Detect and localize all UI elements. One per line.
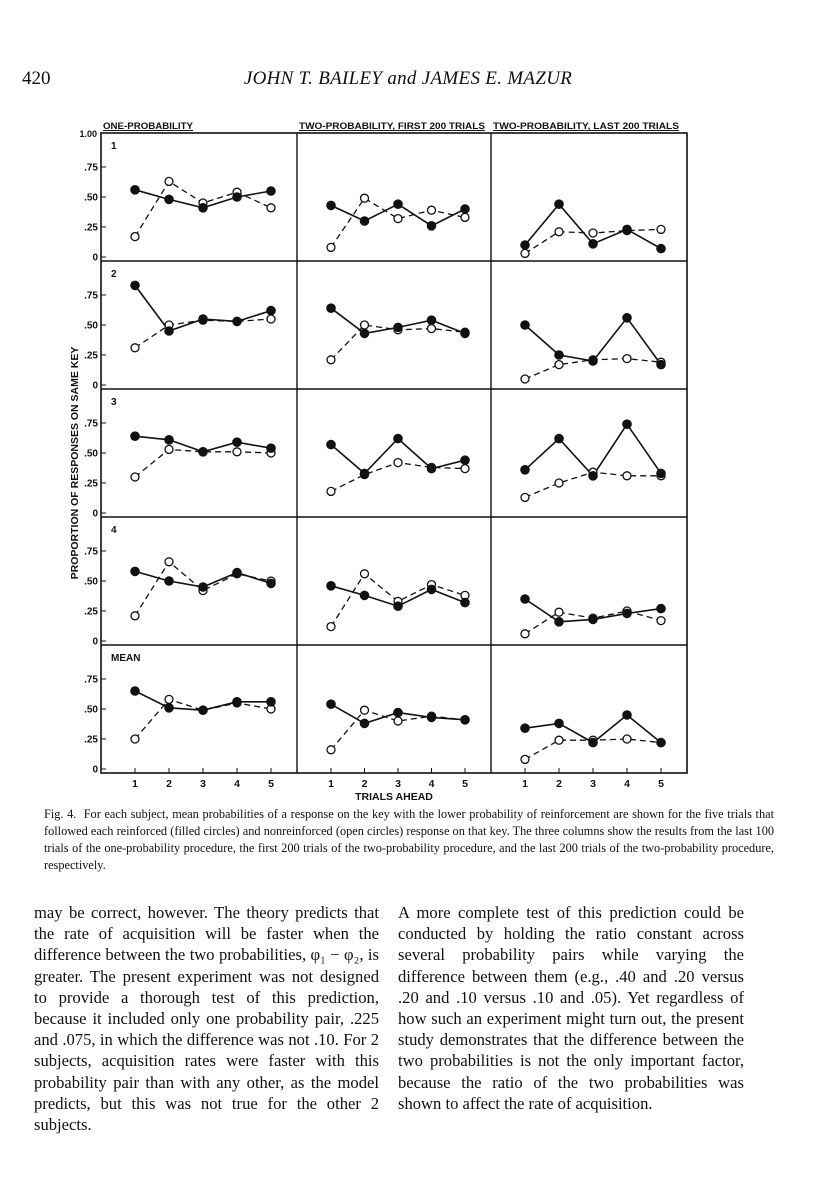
column-header: ONE-PROBABILITY xyxy=(103,121,194,132)
point-filled xyxy=(427,464,436,473)
y-tick-label: .25 xyxy=(84,222,98,234)
point-open xyxy=(131,473,139,481)
point-open xyxy=(623,355,631,363)
point-filled xyxy=(461,205,470,214)
point-filled xyxy=(233,317,242,326)
point-filled xyxy=(131,567,140,576)
x-tick-label: 1 xyxy=(328,778,334,790)
point-open xyxy=(131,344,139,352)
point-filled xyxy=(623,609,632,618)
point-open xyxy=(555,228,563,236)
point-filled xyxy=(394,200,403,209)
panel-r4-c2 xyxy=(327,570,470,631)
point-filled xyxy=(267,187,276,196)
point-open xyxy=(555,608,563,616)
point-open xyxy=(165,558,173,566)
point-open xyxy=(521,249,529,257)
point-filled xyxy=(199,315,208,324)
row-label: MEAN xyxy=(111,653,141,664)
series-line-nonreinforced xyxy=(135,699,271,739)
point-filled xyxy=(657,738,666,747)
point-filled xyxy=(521,724,530,733)
x-tick-label: 2 xyxy=(166,778,172,790)
figure-caption xyxy=(44,806,774,874)
point-filled xyxy=(267,306,276,315)
point-open xyxy=(233,448,241,456)
point-filled xyxy=(623,314,632,323)
point-open xyxy=(361,194,369,202)
x-tick-label: 1 xyxy=(522,778,528,790)
column-header: TWO-PROBABILITY, LAST 200 TRIALS xyxy=(493,121,680,132)
y-tick-label: .50 xyxy=(84,448,98,460)
running-title: JOHN T. BAILEY and JAMES E. MAZUR xyxy=(243,68,573,89)
point-open xyxy=(394,717,402,725)
point-open xyxy=(327,243,335,251)
page-number: 420 xyxy=(22,68,51,89)
y-tick-label-top: 1.00 xyxy=(79,129,97,139)
point-open xyxy=(361,321,369,329)
point-filled xyxy=(360,719,369,728)
point-open xyxy=(327,746,335,754)
point-filled xyxy=(233,568,242,577)
panel-r3-c1 xyxy=(131,432,276,481)
point-filled xyxy=(427,222,436,231)
panel-r2-c1 xyxy=(131,281,276,352)
row-label: 3 xyxy=(111,397,117,408)
point-filled xyxy=(623,420,632,429)
point-filled xyxy=(199,583,208,592)
point-open xyxy=(521,375,529,383)
point-filled xyxy=(589,472,598,481)
panel-r1-c3 xyxy=(521,200,666,258)
caption-label: Fig. 4. xyxy=(44,807,77,821)
point-open xyxy=(428,206,436,214)
point-filled xyxy=(131,186,140,195)
point-filled xyxy=(165,436,174,445)
panel-r2-c2 xyxy=(327,304,470,364)
point-filled xyxy=(131,687,140,696)
x-tick-label: 4 xyxy=(428,778,435,790)
point-open xyxy=(327,623,335,631)
point-filled xyxy=(233,698,242,707)
point-filled xyxy=(555,434,564,443)
panel-r5-c2 xyxy=(327,700,470,754)
point-open xyxy=(428,325,436,333)
y-tick-label: .75 xyxy=(84,674,98,686)
y-tick-label: .50 xyxy=(84,320,98,332)
y-tick-label: .75 xyxy=(84,290,98,302)
row-label: 2 xyxy=(111,269,117,280)
point-filled xyxy=(327,201,336,210)
point-open xyxy=(521,630,529,638)
point-open xyxy=(461,465,469,473)
point-filled xyxy=(233,193,242,202)
panel-r1-c2 xyxy=(327,194,470,251)
point-filled xyxy=(199,448,208,457)
point-open xyxy=(394,215,402,223)
x-tick-label: 2 xyxy=(556,778,562,790)
point-filled xyxy=(394,323,403,332)
y-tick-label: .75 xyxy=(84,546,98,558)
point-open xyxy=(361,706,369,714)
point-filled xyxy=(589,738,598,747)
point-filled xyxy=(555,200,564,209)
panel-r4-c1 xyxy=(131,558,276,620)
point-open xyxy=(327,487,335,495)
point-filled xyxy=(521,466,530,475)
point-open xyxy=(361,570,369,578)
point-filled xyxy=(657,244,666,253)
point-filled xyxy=(394,602,403,611)
point-open xyxy=(555,479,563,487)
point-filled xyxy=(657,604,666,613)
point-filled xyxy=(461,456,470,465)
y-tick-label: .75 xyxy=(84,162,98,174)
point-open xyxy=(131,735,139,743)
body-column-right xyxy=(398,902,744,1114)
x-tick-label: 2 xyxy=(361,778,368,790)
point-filled xyxy=(199,706,208,715)
point-open xyxy=(623,472,631,480)
x-tick-label: 4 xyxy=(624,778,630,790)
point-filled xyxy=(623,711,632,720)
point-open xyxy=(131,612,139,620)
point-open xyxy=(657,225,665,233)
panel-r2-c3 xyxy=(521,314,666,384)
panel-r3-c3 xyxy=(521,420,666,501)
running-head xyxy=(0,68,816,92)
point-filled xyxy=(131,281,140,290)
point-filled xyxy=(461,716,470,725)
figure-frame xyxy=(101,133,687,773)
point-filled xyxy=(461,598,470,607)
panel-r5-c1 xyxy=(131,687,276,743)
y-tick-label: .50 xyxy=(84,704,98,716)
point-filled xyxy=(657,360,666,369)
y-tick-label: 0 xyxy=(92,636,98,648)
point-filled xyxy=(327,582,336,591)
y-tick-label: .25 xyxy=(84,734,98,746)
y-axis-title: PROPORTION OF RESPONSES ON SAME KEY xyxy=(69,346,81,580)
panel-r4-c3 xyxy=(521,595,666,638)
x-axis-title: TRIALS AHEAD xyxy=(355,791,433,800)
body-paragraph-right: A more complete test of this prediction could be conducted by holding the ratio constant across several probability pairs while varying the difference between them (e.g., .40 and .20 versus .20 and .10 versus .10 and .05). Yet regardless of how such an experiment might turn out, the present study demonstrates that the difference between the two probabilities is not the only important factor, because the ratio of the two probabilities was shown to affect the rate of acquisition. xyxy=(398,903,744,1113)
y-tick-label: 0 xyxy=(92,764,98,776)
point-filled xyxy=(589,357,598,366)
y-tick-label: 0 xyxy=(92,508,98,520)
point-filled xyxy=(360,469,369,478)
point-filled xyxy=(233,438,242,447)
panel-r1-c1 xyxy=(131,177,276,240)
caption-text: For each subject, mean probabilities of a response on the key with the lower probability of reinforcement are shown for the five trials that followed each reinforced (filled circles) and nonreinforced (open circles) response on that key. The three columns show the results from the last 100 trials of the one-probability procedure, the first 200 trials of the two-probability procedure, and the last 200 trials of the two-probability procedure, respectively. xyxy=(44,807,774,872)
point-open xyxy=(165,177,173,185)
point-open xyxy=(589,229,597,237)
row-label: 4 xyxy=(111,525,117,536)
point-filled xyxy=(360,591,369,600)
point-filled xyxy=(461,329,470,338)
point-open xyxy=(461,213,469,221)
body-column-left xyxy=(34,902,379,1135)
point-filled xyxy=(555,351,564,360)
point-filled xyxy=(521,595,530,604)
point-filled xyxy=(427,713,436,722)
x-tick-label: 5 xyxy=(268,778,274,790)
point-filled xyxy=(521,241,530,250)
point-filled xyxy=(327,700,336,709)
point-open xyxy=(131,233,139,241)
point-filled xyxy=(267,698,276,707)
point-filled xyxy=(521,321,530,330)
y-tick-label: 0 xyxy=(92,380,98,392)
point-filled xyxy=(555,719,564,728)
point-open xyxy=(394,459,402,467)
point-filled xyxy=(360,329,369,338)
y-tick-label: .25 xyxy=(84,350,98,362)
x-tick-label: 1 xyxy=(132,778,138,790)
point-open xyxy=(555,361,563,369)
point-open xyxy=(623,735,631,743)
point-filled xyxy=(394,434,403,443)
point-open xyxy=(327,356,335,364)
x-tick-label: 5 xyxy=(462,778,468,790)
point-filled xyxy=(267,579,276,588)
x-tick-label: 5 xyxy=(658,778,664,790)
y-tick-label: 0 xyxy=(92,252,98,264)
column-header: TWO-PROBABILITY, FIRST 200 TRIALS xyxy=(299,121,486,132)
point-open xyxy=(521,755,529,763)
point-filled xyxy=(165,704,174,713)
y-tick-label: .50 xyxy=(84,192,98,204)
x-tick-label: 3 xyxy=(200,778,206,790)
point-filled xyxy=(199,204,208,213)
point-open xyxy=(555,736,563,744)
point-filled xyxy=(131,432,140,441)
point-filled xyxy=(427,585,436,594)
point-filled xyxy=(165,195,174,204)
point-filled xyxy=(657,469,666,478)
point-filled xyxy=(267,444,276,453)
point-open xyxy=(165,445,173,453)
body-paragraph-left: may be correct, however. The theory predicts that the rate of acquisition will be faster when the difference between the two probabilities, φ₁ − φ₂, is greater. The present experiment was not designed to provide a thorough test of this prediction, because it included only one probability pair, .225 and .075, in which the difference was not .10. For 2 subjects, acquisition rates were faster with this probability pair than with any other, as the model predicts, but this was not true for the other 2 subjects. xyxy=(34,903,379,1135)
y-tick-label: .25 xyxy=(84,478,98,490)
point-filled xyxy=(327,440,336,449)
point-filled xyxy=(623,225,632,234)
y-tick-label: .75 xyxy=(84,418,98,430)
x-tick-label: 3 xyxy=(395,778,401,790)
point-open xyxy=(267,315,275,323)
point-open xyxy=(165,695,173,703)
point-filled xyxy=(165,327,174,336)
point-filled xyxy=(165,577,174,586)
x-tick-label: 3 xyxy=(590,778,596,790)
point-filled xyxy=(427,316,436,325)
point-filled xyxy=(394,708,403,717)
point-filled xyxy=(360,217,369,226)
point-open xyxy=(267,204,275,212)
point-open xyxy=(657,617,665,625)
y-tick-label: .50 xyxy=(84,576,98,588)
panel-r3-c2 xyxy=(327,434,470,495)
point-filled xyxy=(555,618,564,627)
x-tick-label: 4 xyxy=(234,778,240,790)
point-filled xyxy=(589,240,598,249)
row-label: 1 xyxy=(111,141,117,152)
point-filled xyxy=(327,304,336,313)
point-filled xyxy=(589,615,598,624)
panel-r5-c3 xyxy=(521,711,666,764)
y-tick-label: .25 xyxy=(84,606,98,618)
point-open xyxy=(521,493,529,501)
figure-4-chart xyxy=(0,110,816,800)
